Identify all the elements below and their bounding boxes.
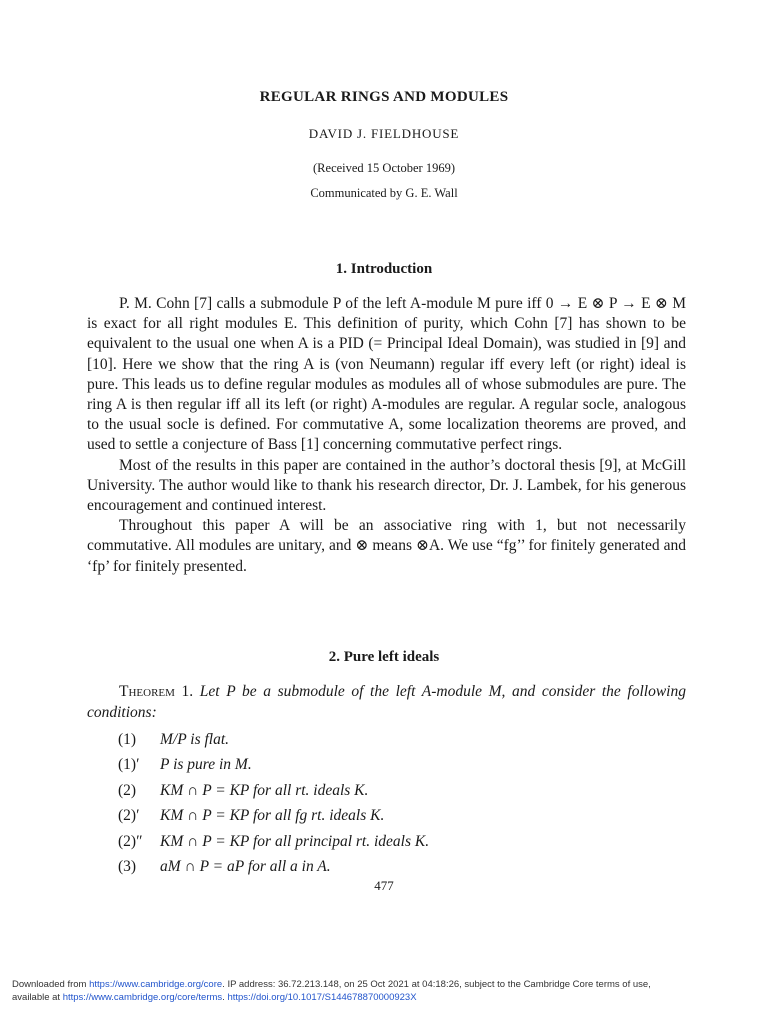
condition-label: (2)′ bbox=[118, 807, 140, 825]
condition-item bbox=[118, 803, 678, 828]
condition-label: (2) bbox=[118, 781, 137, 799]
condition-text: KM ∩ P = KP for all rt. ideals K. bbox=[160, 781, 369, 799]
theorem-1 bbox=[87, 681, 686, 723]
communicated-by: Communicated by G. E. Wall bbox=[310, 186, 458, 200]
condition-text: KM ∩ P = KP for all principal rt. ideals K. bbox=[160, 832, 430, 850]
condition-text: aM ∩ P = aP for all a in A. bbox=[160, 857, 331, 875]
theorem-lead: Theorem 1. bbox=[119, 683, 194, 700]
footer-line-1 bbox=[12, 978, 762, 991]
condition-item bbox=[118, 854, 678, 879]
doi-link[interactable]: https://doi.org/10.1017/S144678870000923X bbox=[227, 992, 417, 1003]
condition-text: M/P is flat. bbox=[160, 731, 230, 748]
footer-text: . bbox=[222, 992, 228, 1003]
condition-item bbox=[118, 829, 678, 854]
footer-line-2 bbox=[12, 991, 762, 1004]
terms-link[interactable]: https://www.cambridge.org/core/terms bbox=[62, 992, 223, 1003]
footer-text: available at bbox=[12, 992, 63, 1003]
section-1-heading: 1. Introduction bbox=[335, 261, 433, 277]
cambridge-core-link[interactable]: https://www.cambridge.org/core bbox=[89, 979, 223, 990]
condition-item bbox=[118, 778, 678, 803]
theorem-statement: Let P be a submodule of the left A-module M, and consider the following conditions: bbox=[87, 683, 686, 721]
paper-author: DAVID J. FIELDHOUSE bbox=[308, 126, 460, 141]
section-1-body bbox=[87, 294, 686, 577]
footer-text: Downloaded from bbox=[12, 979, 90, 990]
condition-text: P is pure in M. bbox=[160, 756, 252, 774]
page-number: 477 bbox=[374, 878, 394, 893]
received-date: (Received 15 October 1969) bbox=[313, 161, 455, 175]
condition-text: KM ∩ P = KP for all fg rt. ideals K. bbox=[160, 807, 385, 825]
condition-label: (1)′ bbox=[118, 756, 140, 774]
paragraph: Throughout this paper A will be an associative ring with 1, but not necessarily commutative. All modules are unitary, and ⊗ means ⊗A. We use “fg’’ for finitely generated and ‘fp’ for finitely presented. bbox=[87, 517, 686, 575]
paragraph: P. M. Cohn [7] calls a submodule P of the left A-module M pure iff 0 → E ⊗ P → E ⊗ M is exact for all right modules E. This definition of purity, which Cohn [7] has shown to be equivalent to the usual one when A is a PID (= Principal Ideal Domain), was studied in [9] and [10]. Here we show that the ring A is (von Neumann) regular iff every left (or right) ideal is pure. This leads us to define regular modules as modules all of whose submodules are pure. The ring A is then regular iff all its left (or right) A-modules are regular. A regular socle, analogous to the usual socle is defined. For commutative A, some localization theorems are proved, and used to settle a conjecture of Bass [1] concerning commutative perfect rings. bbox=[87, 295, 686, 454]
condition-label: (2)″ bbox=[118, 832, 143, 850]
condition-label: (1) bbox=[118, 731, 137, 748]
condition-label: (3) bbox=[118, 857, 137, 875]
condition-item bbox=[118, 752, 678, 777]
theorem-conditions bbox=[118, 727, 678, 879]
section-2-heading: 2. Pure left ideals bbox=[328, 649, 440, 665]
paragraph: Most of the results in this paper are contained in the author’s doctoral thesis [9], at McGill University. The author would like to thank his research director, Dr. J. Lambek, for his generous encouragement and continued interest. bbox=[87, 456, 686, 515]
download-footer bbox=[12, 978, 762, 1004]
paper-title: REGULAR RINGS AND MODULES bbox=[259, 89, 509, 105]
condition-item bbox=[118, 727, 678, 752]
footer-text: . IP address: 36.72.213.148, on 25 Oct 2021 at 04:18:26, subject to the Cambridge Core terms of use, bbox=[222, 979, 651, 990]
